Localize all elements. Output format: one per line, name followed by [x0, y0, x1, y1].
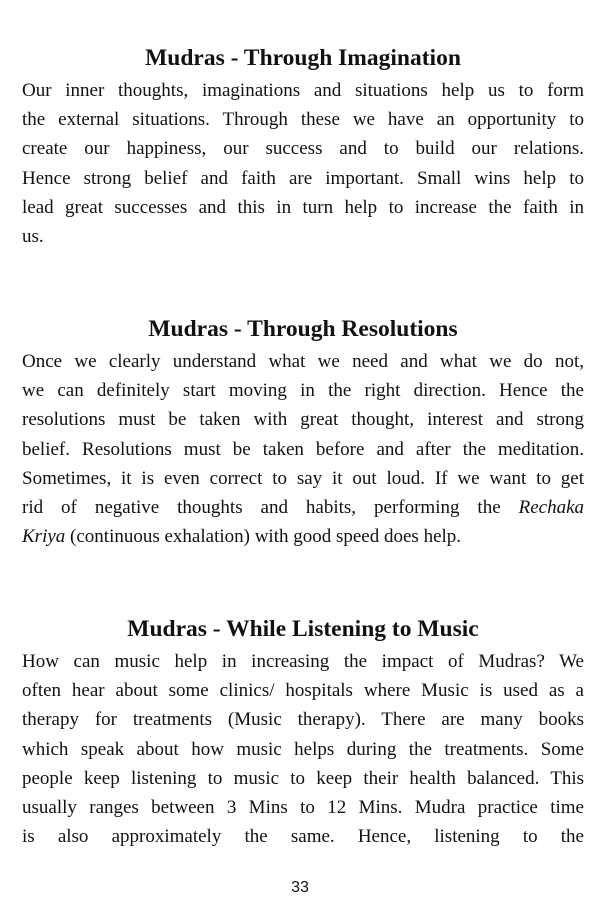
section-heading: Mudras - Through Resolutions	[148, 316, 458, 342]
text-line: Hence strong belief and faith are important. Small wins help to	[22, 167, 584, 189]
text-line: which speak about how music helps during the treatments. Some	[22, 738, 584, 760]
text-line: the external situations. Through these we have an opportunity to	[22, 109, 584, 131]
text-segment: (continuous exhalation) with good speed does help.	[70, 526, 462, 548]
text-line: belief. Resolutions must be taken before and after the meditation.	[22, 438, 584, 460]
text-line: How can music help in increasing the impact of Mudras? We	[22, 651, 584, 672]
text-line: Sometimes, it is even correct to say it out loud. If we want to get	[22, 467, 584, 489]
text-line-with-italic	[22, 493, 584, 522]
section-paragraph	[22, 347, 584, 551]
text-line: resolutions must be taken with great thought, interest and strong	[22, 409, 584, 431]
text-line: is also approximately the same. Hence, listening to the	[22, 826, 584, 848]
section-resolutions	[22, 315, 584, 551]
text-line: we can definitely start moving in the right direction. Hence the	[22, 380, 584, 402]
text-line: often hear about some clinics/ hospitals where Music is used as a	[22, 680, 584, 702]
text-line: people keep listening to music to keep their health balanced. This	[22, 767, 584, 789]
text-line: Once we clearly understand what we need and what we do not,	[22, 351, 584, 372]
section-music	[22, 615, 584, 851]
text-line: therapy for treatments (Music therapy). There are many books	[22, 709, 584, 731]
text-line: usually ranges between 3 Mins to 12 Mins. Mudra practice time	[22, 797, 584, 819]
text-line: lead great successes and this in turn help to increase the faith in	[22, 196, 584, 218]
book-page	[22, 0, 584, 917]
text-line-with-italic	[22, 522, 584, 551]
section-heading: Mudras - While Listening to Music	[127, 616, 479, 642]
page-number: 33	[291, 879, 309, 896]
section-paragraph	[22, 76, 584, 251]
section-heading: Mudras - Through Imagination	[145, 45, 461, 71]
text-line: Our inner thoughts, imaginations and situations help us to form	[22, 80, 584, 101]
italic-term: Rechaka	[518, 497, 584, 519]
text-line: us.	[22, 226, 44, 248]
section-paragraph	[22, 647, 584, 851]
italic-term: Kriya	[22, 526, 66, 548]
text-segment: rid of negative thoughts and habits, performing the	[22, 497, 501, 519]
text-line: create our happiness, our success and to build our relations.	[22, 138, 584, 160]
section-imagination	[22, 44, 584, 251]
